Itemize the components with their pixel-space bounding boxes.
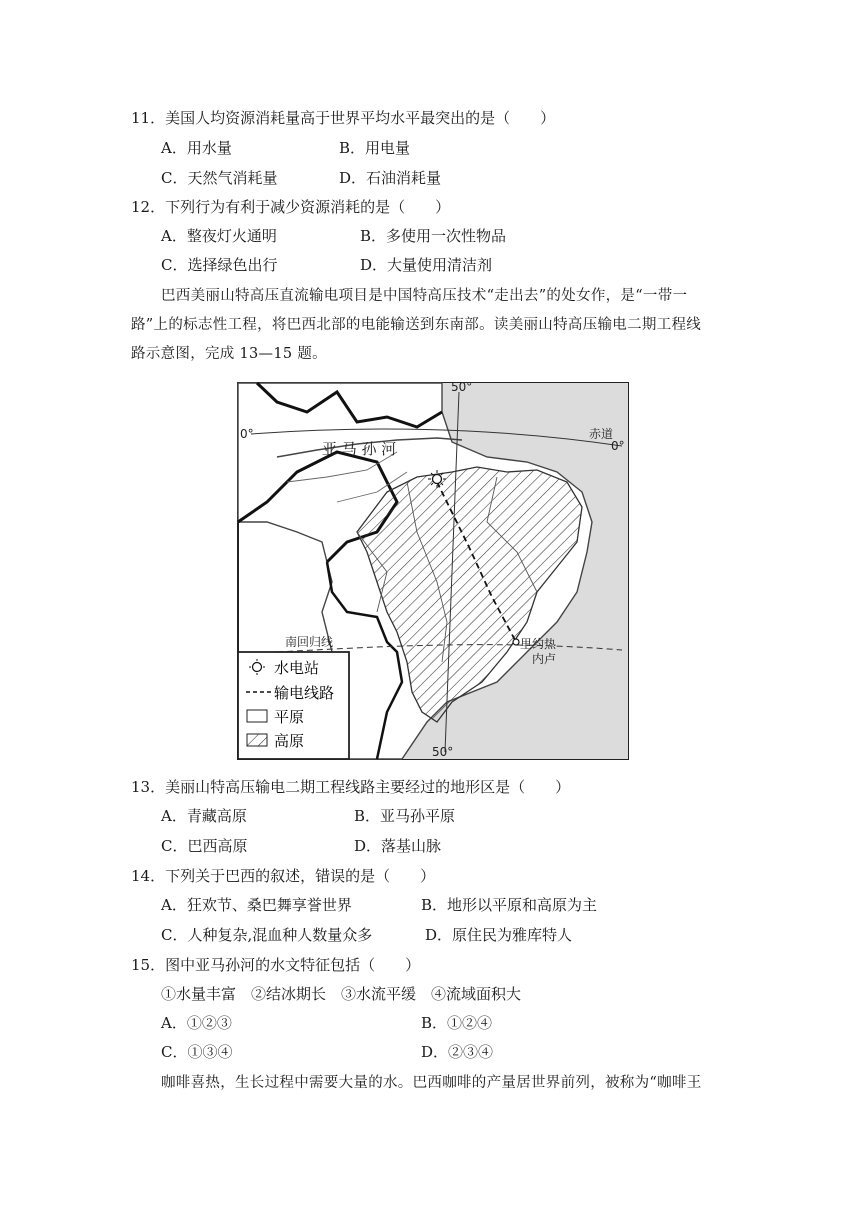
question-12-stem: 12．下列行为有利于减少资源消耗的是（ ） bbox=[131, 198, 451, 216]
passage-line-1: 巴西美丽山特高压直流输电项目是中国特高压技术“走出去”的处女作，是“一带一 bbox=[161, 288, 688, 304]
q15-option-a: A．①②③ bbox=[161, 1014, 232, 1032]
question-14-stem: 14．下列关于巴西的叙述，错误的是（ ） bbox=[131, 867, 436, 885]
q15-option-c: C．①③④ bbox=[161, 1043, 233, 1061]
legend-hydropower-label: 水电站 bbox=[274, 659, 320, 677]
legend-plateau-label: 高原 bbox=[274, 732, 305, 750]
q12-option-a: A．整夜灯火通明 bbox=[161, 227, 277, 245]
tropic-label: 南回归线 bbox=[285, 635, 334, 649]
legend-line-label: 输电线路 bbox=[274, 684, 335, 702]
q13-option-a: A．青藏高原 bbox=[161, 807, 247, 825]
q12-option-b: B．多使用一次性物品 bbox=[360, 227, 507, 245]
q15-option-d: D．②③④ bbox=[421, 1043, 494, 1061]
equator-label: 赤道 bbox=[589, 427, 614, 441]
lat-label-left: 0° bbox=[240, 427, 254, 441]
map-legend bbox=[238, 652, 349, 759]
passage-line-2: 路”上的标志性工程，将巴西北部的电能输送到东南部。读美丽山特高压输电二期工程线 bbox=[131, 317, 702, 333]
q11-option-c: C．天然气消耗量 bbox=[161, 169, 278, 187]
q13-option-b: B．亚马孙平原 bbox=[354, 807, 456, 825]
question-11-stem: 11．美国人均资源消耗量高于世界平均水平最突出的是（ ） bbox=[131, 109, 556, 127]
rio-de-janeiro-dot bbox=[513, 639, 519, 645]
q13-option-c: C．巴西高原 bbox=[161, 837, 248, 855]
question-15-stem: 15．图中亚马孙河的水文特征包括（ ） bbox=[131, 956, 421, 974]
q11-option-d: D．石油消耗量 bbox=[339, 169, 442, 187]
q14-option-a: A．狂欢节、桑巴舞享誉世界 bbox=[161, 896, 352, 914]
lon-label-top: 50° bbox=[451, 382, 473, 394]
q14-option-b: B．地形以平原和高原为主 bbox=[421, 896, 598, 914]
legend-plateau-icon bbox=[247, 734, 267, 746]
lon-label-bottom: 50° bbox=[432, 745, 454, 759]
question-13-stem: 13．美丽山特高压输电二期工程线路主要经过的地形区是（ ） bbox=[131, 778, 571, 796]
q11-option-b: B．用电量 bbox=[339, 139, 411, 157]
q13-option-d: D．落基山脉 bbox=[354, 837, 442, 855]
city-label-1: 里约热 bbox=[520, 637, 557, 651]
q14-option-c: C．人种复杂,混血种人数量众多 bbox=[161, 926, 373, 944]
brazil-transmission-map bbox=[237, 382, 629, 760]
amazon-river-label: 亚 马 孙 河 bbox=[322, 440, 397, 458]
q11-option-a: A．用水量 bbox=[161, 139, 232, 157]
lat-label-right: 0° bbox=[611, 439, 625, 453]
passage-line-3: 路示意图，完成 13—15 题。 bbox=[131, 346, 327, 362]
q15-option-b: B．①②④ bbox=[421, 1014, 493, 1032]
legend-plain-label: 平原 bbox=[274, 708, 305, 726]
legend-plain-icon bbox=[247, 710, 267, 722]
q14-option-d: D．原住民为雅库特人 bbox=[425, 926, 573, 944]
q15-features: ①水量丰富 ②结冰期长 ③水流平缓 ④流域面积大 bbox=[161, 985, 522, 1003]
q12-option-d: D．大量使用清洁剂 bbox=[360, 256, 493, 274]
city-label-2: 内卢 bbox=[532, 652, 557, 666]
q12-option-c: C．选择绿色出行 bbox=[161, 256, 278, 274]
passage2-line-1: 咖啡喜热，生长过程中需要大量的水。巴西咖啡的产量居世界前列，被称为“咖啡王 bbox=[161, 1075, 702, 1091]
